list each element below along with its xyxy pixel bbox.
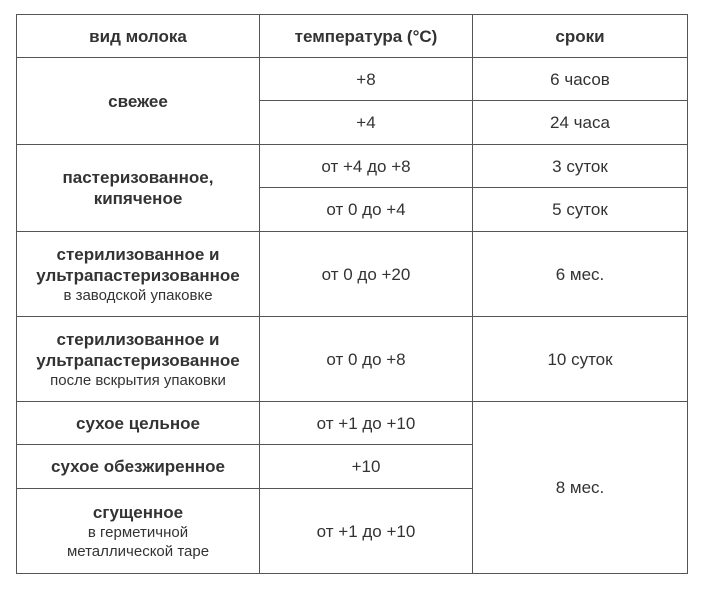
table-row xyxy=(17,317,688,402)
fresh-temp-2: +4 xyxy=(260,101,473,145)
sterilized-factory-temp: от 0 до +20 xyxy=(260,232,473,317)
sterilized-opened-term: 10 суток xyxy=(473,317,688,402)
table-row xyxy=(17,402,688,445)
header-row xyxy=(17,15,688,58)
fresh-label: свежее xyxy=(17,58,260,145)
sterilized-opened-line2: ультрапастеризованное xyxy=(36,350,240,370)
sterilized-factory-line2: ультрапастеризованное xyxy=(36,265,240,285)
sterilized-opened-temp: от 0 до +8 xyxy=(260,317,473,402)
condensed-label-title: сгущенное xyxy=(92,502,184,522)
fresh-term-1: 6 часов xyxy=(473,58,688,101)
pasteurized-label xyxy=(17,145,260,232)
table-row xyxy=(17,232,688,317)
condensed-label xyxy=(17,489,260,574)
dry-skim-temp: +10 xyxy=(260,445,473,489)
condensed-note-line2: металлической таре xyxy=(66,542,210,560)
pasteurized-temp-1: от +4 до +8 xyxy=(260,145,473,188)
sterilized-factory-note: в заводской упаковке xyxy=(63,286,213,304)
header-temperature: температура (°С) xyxy=(260,15,473,58)
condensed-temp: от +1 до +10 xyxy=(260,489,473,574)
dry-whole-label: сухое цельное xyxy=(17,402,260,445)
table-row xyxy=(17,58,688,101)
pasteurized-label-line1: пастеризованное, xyxy=(62,168,214,187)
sterilized-factory-label xyxy=(17,232,260,317)
fresh-term-2: 24 часа xyxy=(473,101,688,145)
sterilized-factory-term: 6 мес. xyxy=(473,232,688,317)
pasteurized-term-1: 3 суток xyxy=(473,145,688,188)
milk-storage-table xyxy=(16,14,688,574)
sterilized-opened-label xyxy=(17,317,260,402)
dry-condensed-term: 8 мес. xyxy=(473,402,688,574)
pasteurized-label-line2: кипяченое xyxy=(93,189,183,208)
table-row xyxy=(17,145,688,188)
header-milk-type: вид молока xyxy=(17,15,260,58)
sterilized-opened-note: после вскрытия упаковки xyxy=(50,371,226,389)
sterilized-factory-line1: стерилизованное и xyxy=(56,244,220,264)
dry-skim-label: сухое обезжиренное xyxy=(17,445,260,489)
sterilized-opened-line1: стерилизованное и xyxy=(56,329,220,349)
pasteurized-term-2: 5 суток xyxy=(473,188,688,232)
condensed-note-line1: в герметичной xyxy=(87,523,189,541)
fresh-temp-1: +8 xyxy=(260,58,473,101)
pasteurized-temp-2: от 0 до +4 xyxy=(260,188,473,232)
header-terms: сроки xyxy=(473,15,688,58)
dry-whole-temp: от +1 до +10 xyxy=(260,402,473,445)
